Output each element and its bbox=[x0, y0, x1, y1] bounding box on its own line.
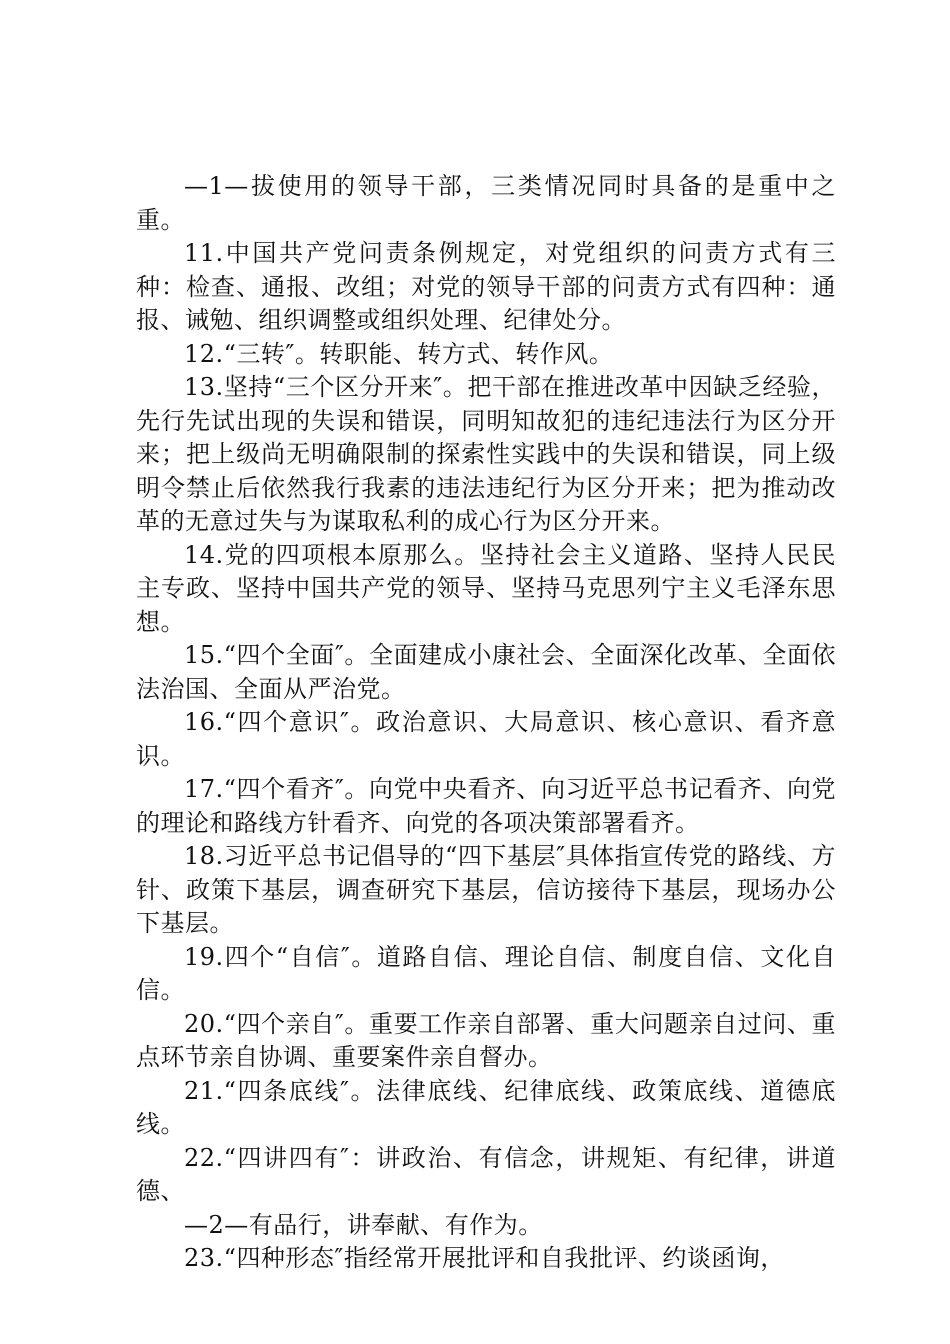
paragraph-10: 19.四个“自信″。道路自信、理论自信、制度自信、文化自信。 bbox=[136, 942, 836, 1004]
paragraph-9: 18.习近平总书记倡导的“四下基层″具体指宣传党的路线、方针、政策下基层，调查研究下基层，信访接待下基层，现场办公下基层。 bbox=[136, 842, 836, 937]
paragraph-6: 15.“四个全面″。全面建成小康社会、全面深化改革、全面依法治国、全面从严治党。 bbox=[136, 641, 836, 703]
paragraph-15: 23.“四种形态″指经常开展批评和自我批评、约谈函询， bbox=[184, 1244, 785, 1272]
paragraph-2: 11.中国共产党问责条例规定，对党组织的问责方式有三种：检查、通报、改组；对党的领导干部的问责方式有四种：通报、诫勉、组织调整或组织处理、纪律处分。 bbox=[136, 239, 836, 334]
paragraph-8: 17.“四个看齐″。向党中央看齐、向习近平总书记看齐、向党的理论和路线方针看齐、向党的各项决策部署看齐。 bbox=[136, 775, 836, 837]
paragraph-5: 14.党的四项根本原那么。坚持社会主义道路、坚持人民民主专政、坚持中国共产党的领导、坚持马克思列宁主义毛泽东思想。 bbox=[136, 540, 836, 636]
paragraph-3: 12.“三转″。转职能、转方式、转作风。 bbox=[184, 339, 614, 368]
paragraph-4: 13.坚持“三个区分开来″。把干部在推进改革中因缺乏经验，先行先试出现的失误和错误，同明知故犯的违纪违法行为区分开来；把上级尚无明确限制的探索性实践中的失误和错误，同上级明令禁止后依然我行我素的违法违纪行为区分开来；把为推动改革的无意过失与为谋取私利的成心行为区分开来。 bbox=[136, 373, 836, 535]
paragraph-12: 21.“四条底线″。法律底线、纪律底线、政策底线、道德底线。 bbox=[136, 1076, 836, 1138]
paragraph-11: 20.“四个亲自″。重要工作亲自部署、重大问题亲自过问、重点环节亲自协调、重要案件亲自督办。 bbox=[136, 1009, 836, 1071]
paragraph-7: 16.“四个意识″。政治意识、大局意识、核心意识、看齐意识。 bbox=[136, 708, 836, 770]
document-body bbox=[136, 170, 836, 1276]
paragraph-13: 22.“四讲四有″：讲政治、有信念，讲规矩、有纪律，讲道德、 bbox=[136, 1143, 836, 1205]
paragraph-1: —1—拔使用的领导干部，三类情况同时具备的是重中之重。 bbox=[136, 172, 836, 234]
paragraph-14: —2—有品行，讲奉献、有作为。 bbox=[184, 1210, 543, 1239]
